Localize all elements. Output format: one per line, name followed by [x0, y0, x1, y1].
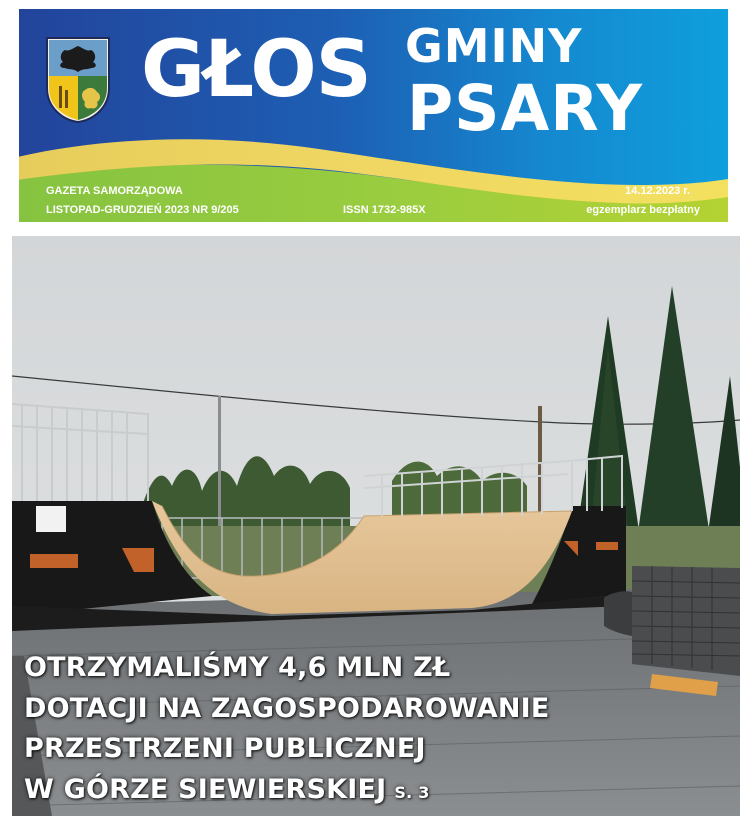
headline-line-4 [24, 770, 724, 814]
masthead-title-psary: PSARY [407, 72, 643, 145]
issn-number: ISSN 1732-985X [343, 204, 426, 216]
cover-photo [12, 236, 740, 816]
masthead-title-glos: GŁOS [141, 25, 371, 115]
issue-date: 14.12.2023 r. [625, 185, 690, 197]
page-reference: S. 3 [394, 782, 430, 802]
price-note: egzemplarz bezpłatny [586, 204, 700, 216]
headline-line-2: DOTACJI NA ZAGOSPODAROWANIE [24, 692, 550, 724]
headline-line-1: OTRZYMALIŚMY 4,6 MLN ZŁ [24, 652, 451, 683]
publication-kind: GAZETA SAMORZĄDOWA [46, 185, 183, 197]
issue-number: LISTOPAD-GRUDZIEŃ 2023 NR 9/205 [46, 204, 239, 216]
headline-line-4-text: W GÓRZE SIEWIERSKIEJ [24, 773, 387, 805]
headline-line-3: PRZESTRZENI PUBLICZNEJ [24, 733, 426, 764]
masthead-title-gminy: GMINY [405, 19, 583, 73]
masthead [19, 9, 728, 222]
eagle-crest-icon [45, 36, 111, 124]
cover-headline [24, 648, 724, 813]
